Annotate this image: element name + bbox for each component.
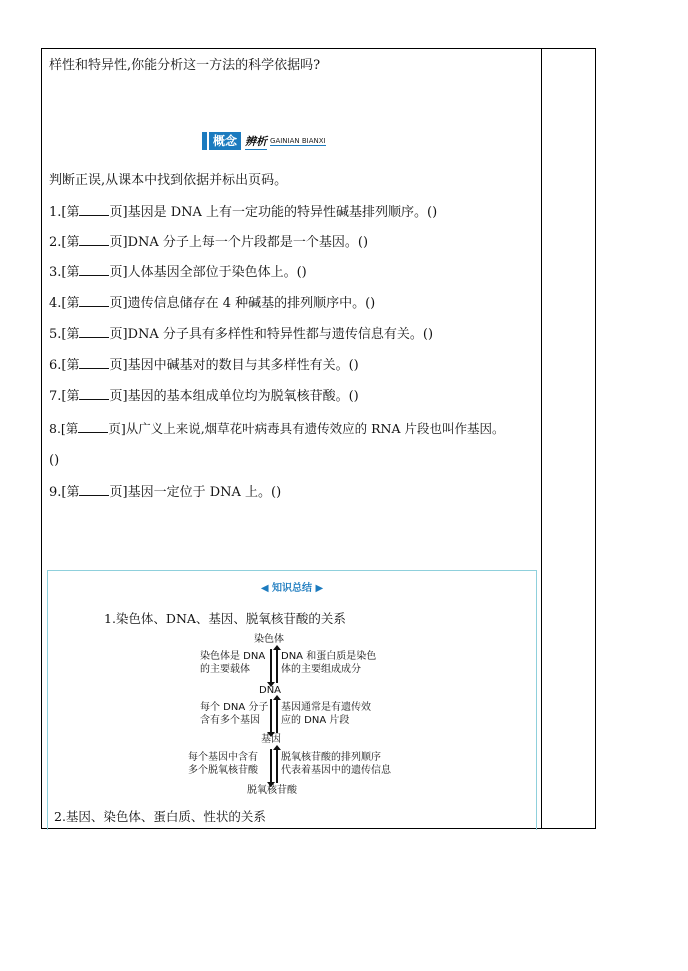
knowledge-summary-box (47, 570, 537, 830)
right-1a: DNA 和蛋白质是染色 (281, 651, 377, 662)
left-3a: 每个基因中含有 (188, 752, 258, 763)
summary-heading-2: 2.基因、染色体、蛋白质、性状的关系 (54, 809, 266, 824)
badge-bar (202, 132, 207, 150)
item-2: 2.[第 页]DNA 分子上每一个片段都是一个基因。() (49, 235, 369, 250)
summary-heading-1: 1.染色体、DNA、基因、脱氧核苷酸的关系 (104, 611, 346, 626)
page-blank[interactable] (78, 421, 108, 433)
page-blank[interactable] (79, 484, 109, 496)
node-dna: DNA (259, 685, 282, 696)
left-3b: 多个脱氧核苷酸 (188, 765, 258, 776)
arrow-down-icon (270, 749, 272, 783)
column-divider (541, 49, 542, 828)
item-7: 7.[第 页]基因的基本组成单位均为脱氧核苷酸。() (49, 389, 359, 404)
badge-main: 概念 (209, 132, 241, 150)
summary-title: ◀ 知识总结 ▶ (260, 583, 324, 594)
arrow-down-icon (270, 699, 272, 733)
page-blank[interactable] (79, 326, 109, 338)
item-5: 5.[第 页]DNA 分子具有多样性和特异性都与遗传信息有关。() (49, 327, 434, 342)
badge-en: GAINIAN BIANXI (270, 136, 326, 145)
instruction: 判断正误,从课本中找到依据并标出页码。 (49, 173, 288, 188)
page-blank[interactable] (79, 234, 109, 246)
badge-sub: 辨析 (245, 134, 268, 148)
left-2a: 每个 DNA 分子 (200, 702, 269, 713)
right-2a: 基因通常是有遗传效 (281, 702, 371, 713)
left-2b: 含有多个基因 (200, 715, 260, 726)
item-8: 8.[第 页]从广义上来说,烟草花叶病毒具有遗传效应的 RNA 片段也叫作基因。 (49, 421, 505, 436)
right-1b: 体的主要组成成分 (281, 664, 361, 675)
item-6: 6.[第 页]基因中碱基对的数目与其多样性有关。() (49, 358, 359, 373)
page-blank[interactable] (79, 264, 109, 276)
page-blank[interactable] (79, 388, 109, 400)
concept-badge (202, 131, 326, 151)
intro-line: 样性和特异性,你能分析这一方法的科学依据吗? (49, 58, 321, 73)
page-blank[interactable] (79, 204, 109, 216)
item-1: 1.[第 页]基因是 DNA 上有一定功能的特异性碱基排列顺序。() (49, 205, 438, 220)
arrow-up-icon (276, 699, 278, 733)
left-1b: 的主要载体 (200, 664, 250, 675)
item-3: 3.[第 页]人体基因全部位于染色体上。() (49, 265, 307, 280)
item-9: 9.[第 页]基因一定位于 DNA 上。() (49, 485, 282, 500)
arrow-up-icon (276, 649, 278, 683)
page-blank[interactable] (79, 357, 109, 369)
right-3b: 代表着基因中的遗传信息 (281, 765, 391, 776)
page-blank[interactable] (79, 295, 109, 307)
worksheet-table (41, 48, 596, 829)
node-chromosome: 染色体 (254, 634, 284, 645)
left-1a: 染色体是 DNA (200, 651, 266, 662)
right-2b: 应的 DNA 片段 (281, 715, 350, 726)
item-4: 4.[第 页]遗传信息储存在 4 种碱基的排列顺序中。() (49, 296, 376, 311)
arrow-up-icon (276, 749, 278, 783)
arrow-down-icon (270, 649, 272, 683)
right-3a: 脱氧核苷酸的排列顺序 (281, 752, 381, 763)
node-gene: 基因 (261, 734, 281, 745)
item-8-cont: () (49, 453, 60, 468)
node-deoxynucleotide: 脱氧核苷酸 (247, 785, 297, 796)
